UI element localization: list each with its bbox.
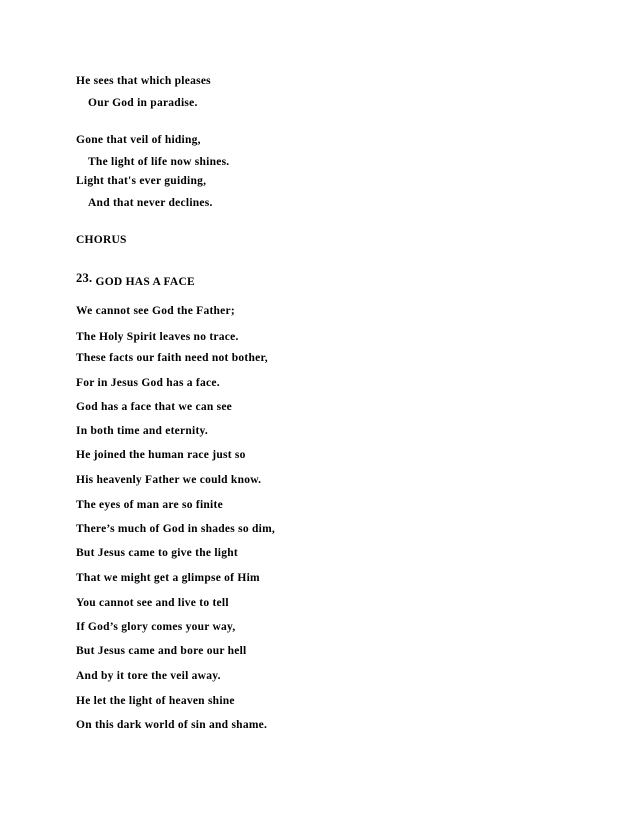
hymn-line: That we might get a glimpse of Him xyxy=(76,572,260,584)
document-page xyxy=(76,0,576,826)
hymn-line: The Holy Spirit leaves no trace. xyxy=(76,331,239,343)
hymn-line: God has a face that we can see xyxy=(76,401,233,413)
verse-line: Gone that veil of hiding, xyxy=(76,134,201,146)
hymn-line: But Jesus came to give the light xyxy=(76,547,238,559)
hymn-line: And by it tore the veil away. xyxy=(76,670,221,682)
verse-line: And that never declines. xyxy=(88,197,213,209)
hymn-line: But Jesus came and bore our hell xyxy=(76,645,247,657)
hymn-line: If God’s glory comes your way, xyxy=(76,621,236,633)
verse-line: Our God in paradise. xyxy=(88,97,198,109)
hymn-line: We cannot see God the Father; xyxy=(76,305,235,317)
hymn-line: He let the light of heaven shine xyxy=(76,695,235,707)
hymn-line: There’s much of God in shades so dim, xyxy=(76,523,276,535)
verse-line: He sees that which pleases xyxy=(76,75,211,87)
chorus-label: CHORUS xyxy=(76,234,127,246)
hymn-line: These facts our faith need not bother, xyxy=(76,352,268,364)
hymn-line: On this dark world of sin and shame. xyxy=(76,719,268,731)
hymn-line: In both time and eternity. xyxy=(76,425,209,437)
hymn-line: The eyes of man are so finite xyxy=(76,499,223,511)
verse-line: The light of life now shines. xyxy=(88,156,230,168)
verse-line: Light that's ever guiding, xyxy=(76,175,207,187)
hymn-line: For in Jesus God has a face. xyxy=(76,377,220,389)
hymn-line: His heavenly Father we could know. xyxy=(76,474,262,486)
hymn-line: He joined the human race just so xyxy=(76,449,246,461)
hymn-title: GOD HAS A FACE xyxy=(95,276,195,288)
hymn-heading xyxy=(76,271,195,289)
hymn-number: 23. xyxy=(76,271,93,285)
hymn-line: You cannot see and live to tell xyxy=(76,597,229,609)
